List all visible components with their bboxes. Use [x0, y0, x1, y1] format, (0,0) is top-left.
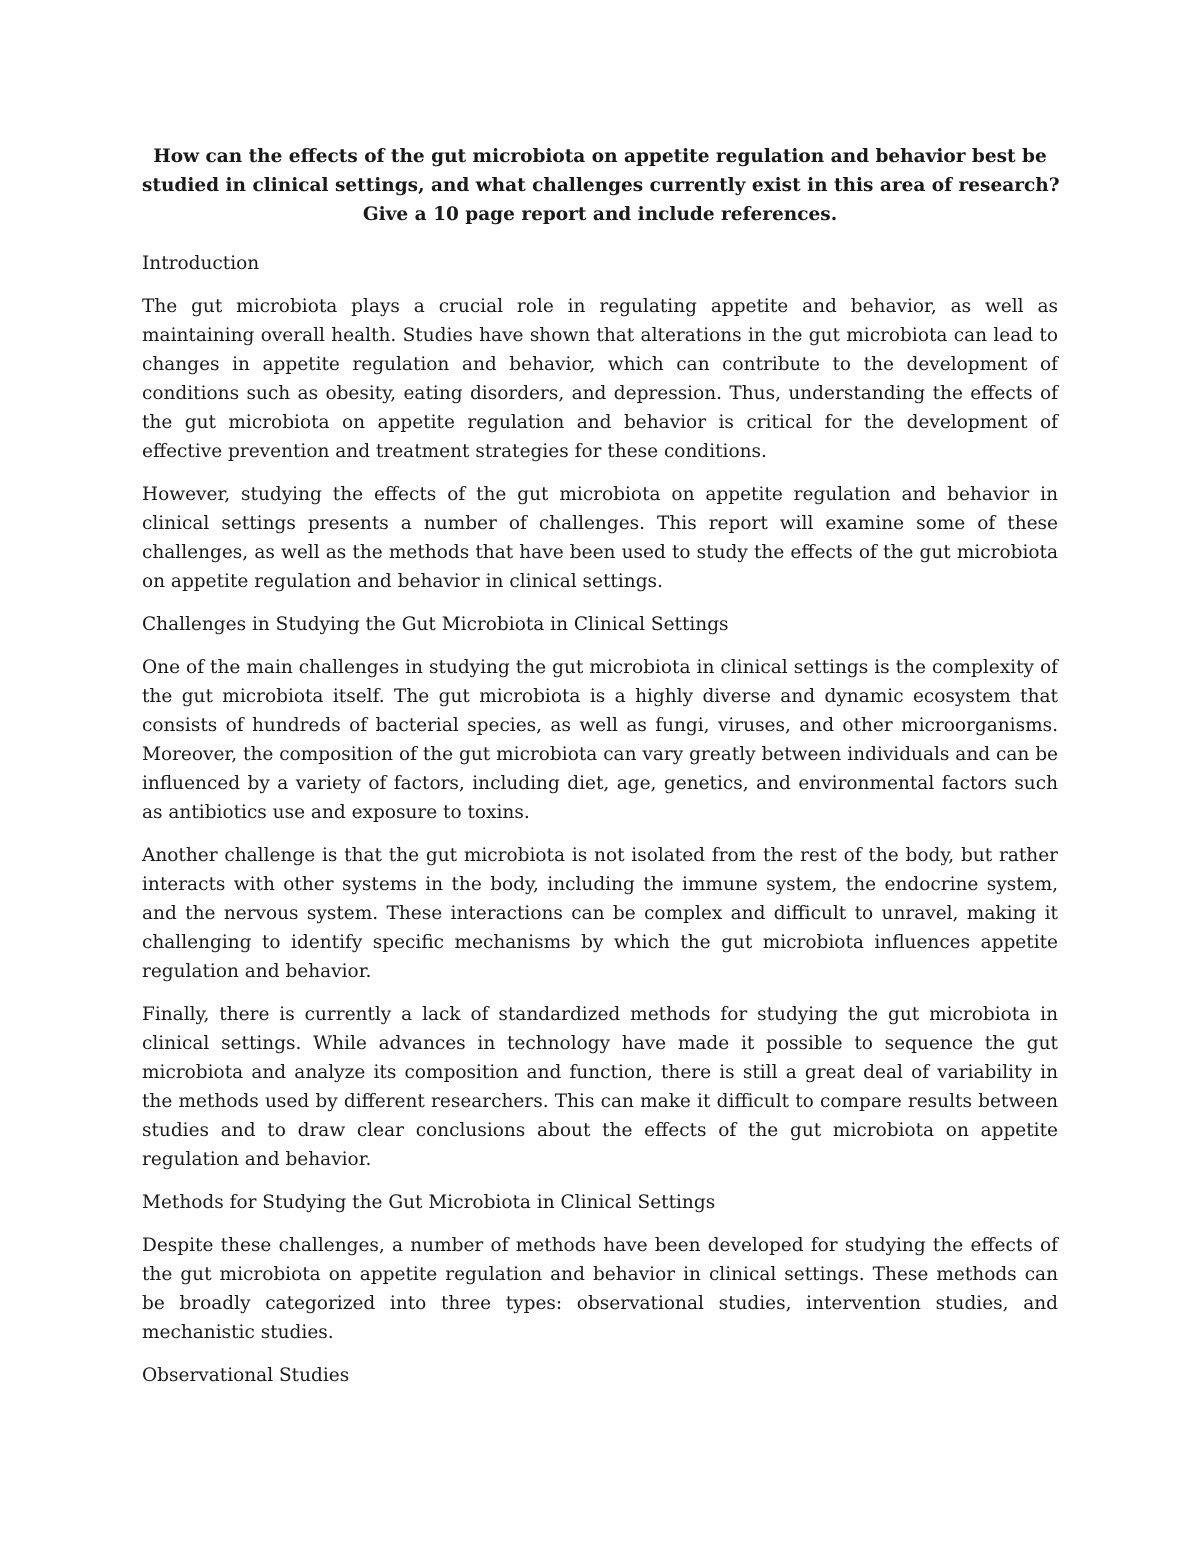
paragraph: Another challenge is that the gut microbiota is not isolated from the rest of the body, but rather interacts with other systems in the body, including the immune system, the endocrine system, and the nervous system. These interactions can be complex and difficult to unravel, making it challenging to identify specific mechanisms by which the gut microbiota influences appetite regulation and behavior. — [142, 845, 1058, 982]
section-heading: Methods for Studying the Gut Microbiota in Clinical Settings — [142, 1192, 716, 1213]
title-line: Give a 10 page report and include references. — [362, 204, 838, 225]
paragraph: One of the main challenges in studying the gut microbiota in clinical settings is the complexity of the gut microbiota itself. The gut microbiota is a highly diverse and dynamic ecosystem that consists of hundreds of bacterial species, as well as fungi, viruses, and other microorganisms. Moreover, the composition of the gut microbiota can vary greatly between individuals and can be influenced by a variety of factors, including diet, age, genetics, and environmental factors such as antibiotics use and exposure to toxins. — [142, 657, 1058, 823]
section-methods — [142, 1188, 1058, 1347]
paragraph: However, studying the effects of the gut microbiota on appetite regulation and behavior in clinical settings presents a number of challenges. This report will examine some of these challenges, as well as the methods that have been used to study the effects of the gut microbiota on appetite regulation and behavior in clinical settings. — [142, 484, 1058, 592]
title-line: studied in clinical settings, and what challenges currently exist in this area of research? — [142, 175, 1060, 196]
document-page — [142, 142, 1058, 1404]
section-observational-studies — [142, 1361, 1058, 1390]
section-heading: Introduction — [142, 253, 260, 274]
title-line: How can the effects of the gut microbiota on appetite regulation and behavior best be — [153, 146, 1047, 167]
section-heading: Challenges in Studying the Gut Microbiota in Clinical Settings — [142, 614, 729, 635]
paragraph: Despite these challenges, a number of methods have been developed for studying the effects of the gut microbiota on appetite regulation and behavior in clinical settings. These methods can be broadly categorized into three types: observational studies, intervention studies, and mechanistic studies. — [142, 1235, 1058, 1343]
paragraph: Finally, there is currently a lack of standardized methods for studying the gut microbiota in clinical settings. While advances in technology have made it possible to sequence the gut microbiota and analyze its composition and function, there is still a great deal of variability in the methods used by different researchers. This can make it difficult to compare results between studies and to draw clear conclusions about the effects of the gut microbiota on appetite regulation and behavior. — [142, 1004, 1058, 1170]
section-heading: Observational Studies — [142, 1365, 350, 1386]
section-introduction — [142, 249, 1058, 596]
section-challenges — [142, 610, 1058, 1174]
paragraph: The gut microbiota plays a crucial role in regulating appetite and behavior, as well as maintaining overall health. Studies have shown that alterations in the gut microbiota can lead to changes in appetite regulation and behavior, which can contribute to the development of conditions such as obesity, eating disorders, and depression. Thus, understanding the effects of the gut microbiota on appetite regulation and behavior is critical for the development of effective prevention and treatment strategies for these conditions. — [142, 296, 1058, 462]
document-title — [142, 142, 1058, 229]
